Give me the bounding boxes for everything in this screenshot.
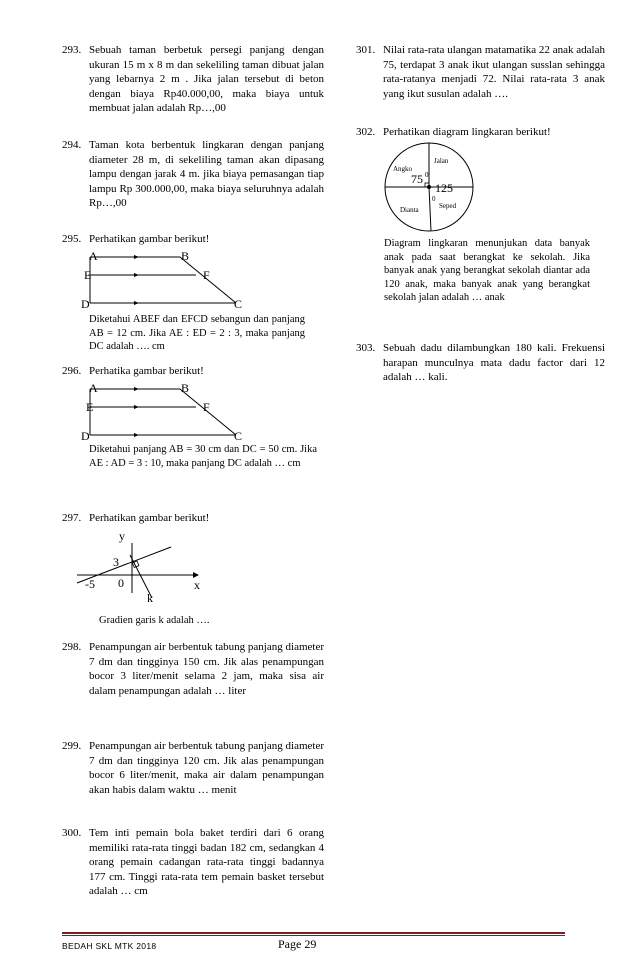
question-number: 300. bbox=[62, 827, 82, 839]
label-k: k bbox=[147, 591, 153, 605]
label-minus5: -5 bbox=[85, 577, 95, 591]
trapezoid-figure-2 bbox=[76, 379, 256, 445]
question-297-caption: Gradien garis k adalah …. bbox=[99, 615, 210, 626]
question-text: Perhatikan diagram lingkaran berikut! bbox=[383, 126, 551, 138]
question-text: Sebuah taman berbetuk persegi panjang dengan ukuran 15 m x 8 m dan sekeliling taman dibuat jalan yang lebarnya 2 m . Jika jalan tersebut di beton dengan biaya Rp40.000,00, maka biaya untuk membuat jalan adalah Rp…,00 bbox=[89, 44, 324, 114]
question-text: Tem inti pemain bola baket terdiri dari 6 orang memiliki rata-rata tinggi badan 182 cm, sedangkan 4 orang pemain cadangan rata-rata tinggi badannya 177 cm. Tinggi rata-rata tem pemain basket tersebut adalah … cm bbox=[89, 827, 324, 897]
label-F: F bbox=[203, 268, 210, 282]
label-0: 0 bbox=[118, 576, 124, 590]
footer-rule bbox=[62, 932, 565, 934]
question-295-caption: Diketahui ABEF dan EFCD sebangun dan panjang AB = 12 cm. Jika AE : ED = 2 : 3, maka panjang DC adalah …. cm bbox=[89, 314, 305, 352]
footer-rule-thin bbox=[62, 935, 565, 936]
question-text: Perhatikan gambar berikut! bbox=[89, 512, 210, 524]
question-302-caption: Diagram lingkaran menunjukan data banyak anak pada saat berangkat ke sekolah. Jika banyak anak yang berangkat sekolah diantar ada 120 anak, maka banyak anak yang berangkat sekolah jalan adalah … anak bbox=[384, 238, 590, 303]
label-x: x bbox=[194, 578, 200, 592]
label-75: 75 bbox=[411, 172, 423, 186]
question-text: Taman kota berbentuk lingkaran dengan panjang diameter 28 m, di sekeliling taman akan dipasang lampu dengan jarak 4 m. jika biaya pemasangan tiap lampu Rp 300.000,00, maka biaya seluruhnya adalah Rp…,00 bbox=[89, 139, 324, 209]
question-number: 293. bbox=[62, 44, 82, 56]
question-number: 294. bbox=[62, 139, 82, 151]
label-E: E bbox=[84, 268, 92, 282]
label-y: y bbox=[119, 529, 125, 543]
label-deg: 0 bbox=[425, 171, 429, 179]
question-number: 299. bbox=[62, 740, 82, 752]
label-C: C bbox=[234, 429, 243, 443]
question-296-caption: Diketahui panjang AB = 30 cm dan DC = 50 cm. Jika AE : AD = 3 : 10, maka panjang DC adalah … cm bbox=[89, 444, 317, 469]
label-D: D bbox=[81, 297, 90, 311]
question-text: Nilai rata-rata ulangan matamatika 22 anak adalah 75, terdapat 3 anak ikut ulangan susslan sehingga rata-ratanya menjadi 72. Nilai rata-rata 3 anak yang ikut susulan adalah …. bbox=[383, 44, 605, 100]
label-B: B bbox=[181, 381, 190, 395]
label-D: D bbox=[81, 429, 90, 443]
label-deg2: 0 bbox=[432, 195, 436, 203]
question-text: Penampungan air berbentuk tabung panjang diameter 7 dm dan tingginya 120 cm. Jik alas penampungan bocor 6 liter/menit, maka air dalam penampungan akan habis dalam waktu … menit bbox=[89, 740, 324, 796]
question-number: 298. bbox=[62, 641, 82, 653]
label-E: E bbox=[86, 400, 94, 414]
question-number: 302. bbox=[356, 126, 376, 138]
question-number: 297. bbox=[62, 512, 82, 524]
trapezoid-figure-1 bbox=[76, 247, 256, 313]
label-125: 125 bbox=[435, 181, 453, 195]
label-F: F bbox=[203, 400, 210, 414]
label-dianta: Dianta bbox=[400, 206, 419, 214]
question-text: Penampungan air berbentuk tabung panjang diameter 7 dm dan tingginya 150 cm. Jik alas penampungan bocor 3 liter/menit selama 2 jam, maka sisa air dalam penampungan adalah … liter bbox=[89, 641, 324, 697]
question-number: 296. bbox=[62, 365, 82, 377]
question-number: 303. bbox=[356, 342, 376, 354]
question-text: Sebuah dadu dilambungkan 180 kali. Frekuensi harapan munculnya mata dadu factor dari 12 adalah … kali. bbox=[383, 342, 605, 383]
label-C: C bbox=[234, 297, 243, 311]
footer-title: BEDAH SKL MTK 2018 bbox=[62, 941, 157, 951]
question-number: 301. bbox=[356, 44, 376, 56]
question-number: 295. bbox=[62, 233, 82, 245]
pie-chart bbox=[378, 138, 482, 236]
label-3: 3 bbox=[113, 555, 119, 569]
label-A: A bbox=[89, 249, 98, 263]
label-A: A bbox=[89, 381, 98, 395]
question-text: Perhatikan gambar berikut! bbox=[89, 233, 210, 245]
page-number: Page 29 bbox=[278, 937, 317, 951]
label-angko: Angko bbox=[393, 165, 413, 173]
label-jalan: Jalan bbox=[434, 157, 449, 165]
label-B: B bbox=[181, 249, 190, 263]
question-text: Perhatika gambar berikut! bbox=[89, 365, 204, 377]
graph-figure bbox=[75, 527, 215, 607]
label-seped: Seped bbox=[439, 202, 457, 210]
